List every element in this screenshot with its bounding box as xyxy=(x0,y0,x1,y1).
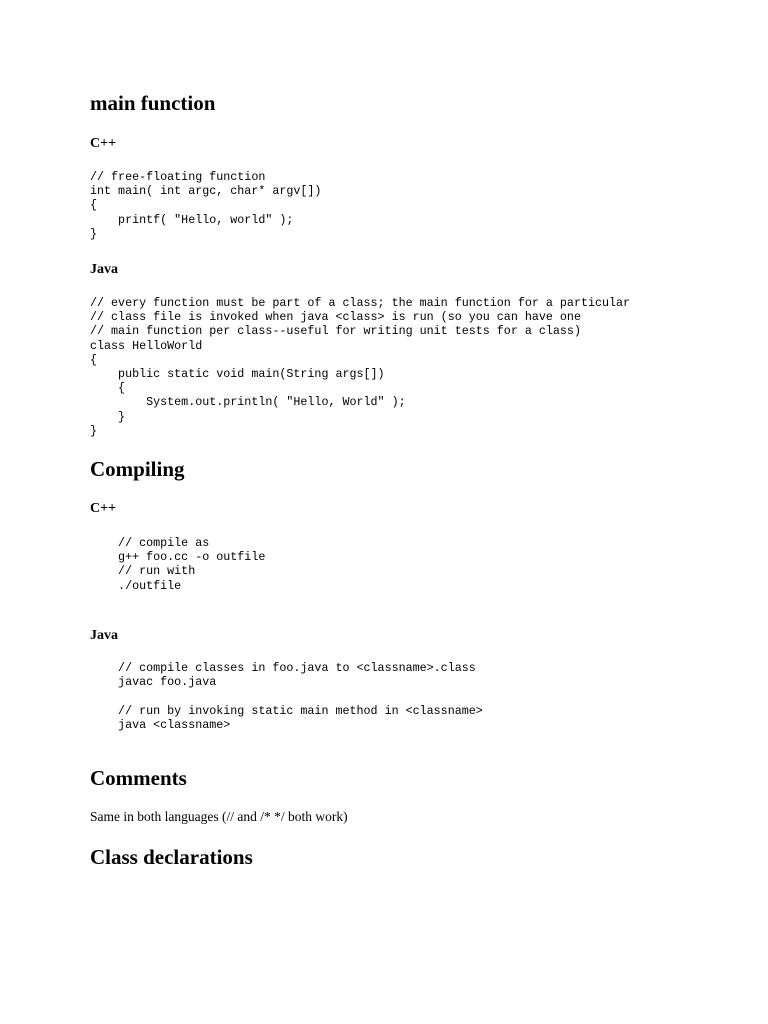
heading-class-declarations: Class declarations xyxy=(90,845,253,869)
code-main-cpp: // free-floating function int main( int argc, char* argv[]) { printf( "Hello, world" ); } xyxy=(90,170,322,241)
code-compiling-cpp: // compile as g++ foo.cc -o outfile // run with ./outfile xyxy=(118,536,266,593)
subheading-compiling-java: Java xyxy=(90,628,118,643)
heading-main-function: main function xyxy=(90,91,216,115)
code-compiling-java: // compile classes in foo.java to <classname>.class javac foo.java // run by invoking static main method in <classname> java <classname> xyxy=(118,661,483,732)
subheading-main-java: Java xyxy=(90,262,118,277)
subheading-main-cpp: C++ xyxy=(90,136,117,151)
code-main-java: // every function must be part of a class; the main function for a particular // class file is invoked when java <class> is run (so you can have one // main function per class--useful for writing unit tests for a class) class HelloWorld { public static void main(String args[]) { System.out.println( "Hello, World" ); } } xyxy=(90,296,631,438)
heading-comments: Comments xyxy=(90,766,187,790)
comments-text: Same in both languages (// and /* */ both work) xyxy=(90,809,348,824)
subheading-compiling-cpp: C++ xyxy=(90,501,117,516)
heading-compiling: Compiling xyxy=(90,457,185,481)
